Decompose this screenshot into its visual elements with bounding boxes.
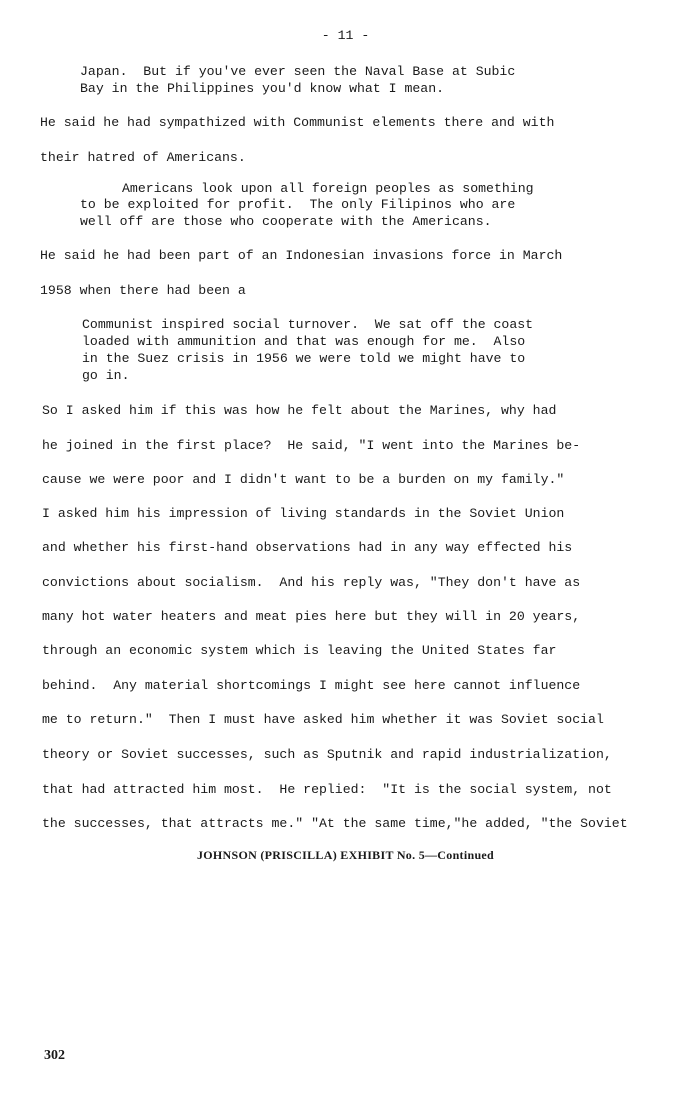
text-line: cause we were poor and I didn't want to be a burden on my family.": [42, 472, 565, 487]
text-line: So I asked him if this was how he felt about the Marines, why had: [42, 403, 557, 418]
quote-line: to be exploited for profit. The only Filipinos who are: [80, 197, 516, 212]
page-number-top: - 11 -: [321, 28, 370, 43]
exhibit-caption: JOHNSON (PRISCILLA) EXHIBIT No. 5—Continued: [196, 848, 495, 862]
quote-line: go in.: [82, 368, 130, 383]
quote-line: well off are those who cooperate with the Americans.: [80, 214, 492, 229]
text-line: me to return." Then I must have asked him whether it was Soviet social: [42, 712, 604, 727]
text-line: many hot water heaters and meat pies here but they will in 20 years,: [42, 609, 581, 624]
text-line: their hatred of Americans.: [40, 150, 246, 165]
text-line: theory or Soviet successes, such as Sputnik and rapid industrialization,: [42, 747, 612, 762]
text-line: convictions about socialism. And his reply was, "They don't have as: [42, 575, 581, 590]
quote-line: loaded with ammunition and that was enough for me. Also: [82, 334, 526, 349]
page-number-bottom: 302: [44, 1048, 65, 1063]
text-line: 1958 when there had been a: [40, 283, 246, 298]
text-line: and whether his first-hand observations had in any way effected his: [42, 540, 573, 555]
text-line: He said he had been part of an Indonesian invasions force in March: [40, 248, 563, 263]
quote-line: in the Suez crisis in 1956 we were told we might have to: [82, 351, 526, 366]
text-line: behind. Any material shortcomings I might see here cannot influence: [42, 678, 581, 693]
text-line: He said he had sympathized with Communist elements there and with: [40, 115, 555, 130]
quote-line: Japan. But if you've ever seen the Naval Base at Subic: [80, 64, 516, 79]
text-line: through an economic system which is leaving the United States far: [42, 643, 557, 658]
text-line: the successes, that attracts me." "At the same time,"he added, "the Soviet: [42, 816, 628, 831]
quote-line: Bay in the Philippines you'd know what I mean.: [80, 81, 445, 96]
quote-line: Communist inspired social turnover. We sat off the coast: [82, 317, 534, 332]
quote-line: Americans look upon all foreign peoples as something: [122, 181, 534, 196]
text-line: that had attracted him most. He replied: "It is the social system, not: [42, 782, 612, 797]
text-line: I asked him his impression of living standards in the Soviet Union: [42, 506, 565, 521]
text-line: he joined in the first place? He said, "I went into the Marines be-: [42, 438, 581, 453]
